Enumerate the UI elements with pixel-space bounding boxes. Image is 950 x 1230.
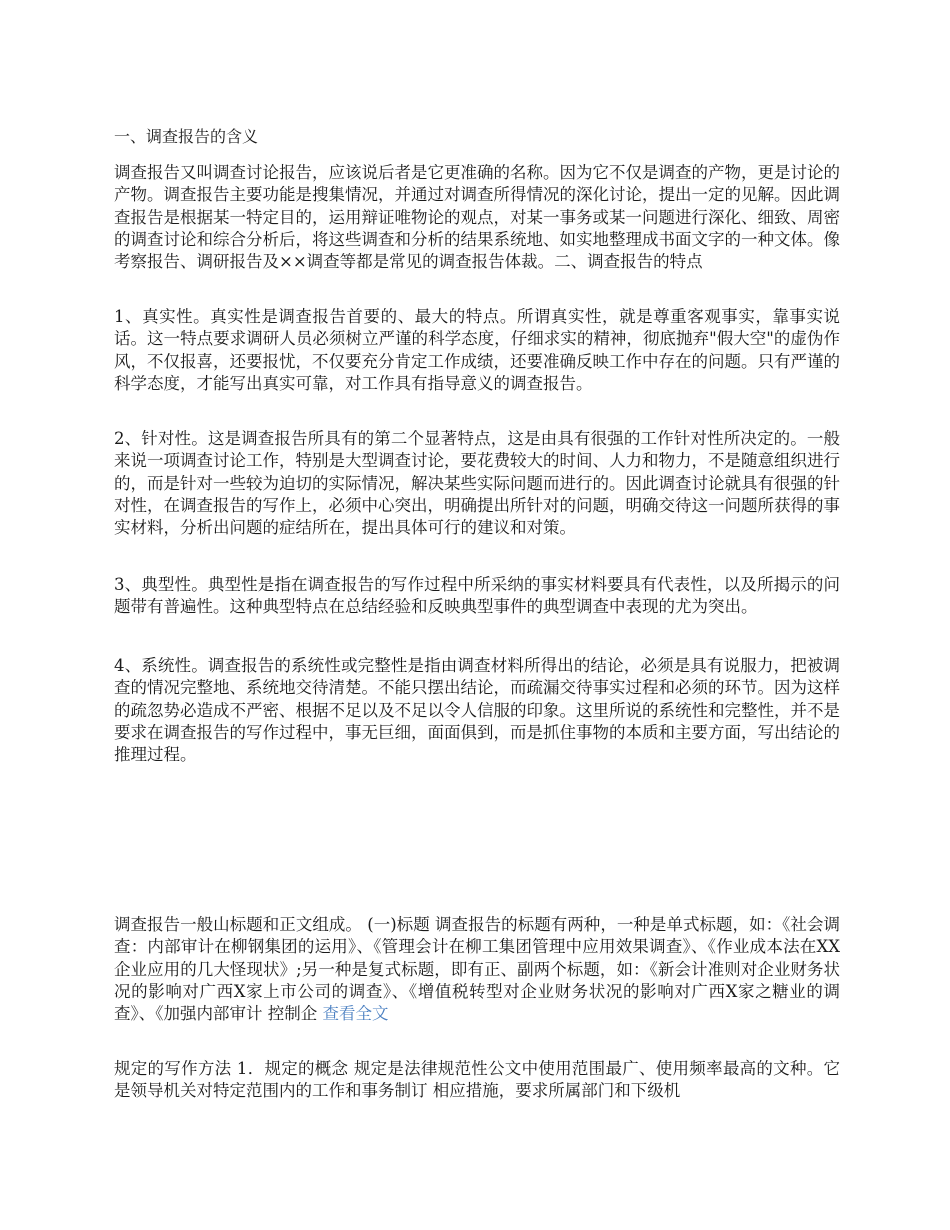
paragraph-typicality: 3、典型性。典型性是指在调查报告的写作过程中所采纳的事实材料要具有代表性，以及所揭示的问题带有普遍性。这种典型特点在总结经验和反映典型事件的典型调查中表现的尤为突出。 [114,575,840,617]
paragraph-pertinence: 2、针对性。这是调查报告所具有的第二个显著特点，这是由具有很强的工作针对性所决定的。一般来说一项调查讨论工作，特别是大型调查讨论，要花费较大的时间、人力和物力，不是随意组织进行的，而是针对一些较为迫切的实际情况，解决某些实际问题而进行的。因此调查讨论就具有很强的针对性，在调查报告的写作上，必须中心突出，明确提出所针对的问题，明确交待这一问题所获得的事实材料，分析出问题的症结所在，提出具体可行的建议和对策。 [114,429,840,538]
excerpt-report-structure [114,914,840,1025]
excerpt-report-structure-text: 调查报告一般山标题和正文组成。 (一)标题 调查报告的标题有两种，一种是单式标题，如：《社会调查：内部审计在柳钢集团的运用》、《管理会计在柳工集团管理中应用效果调查》、《作业成本法在XX企业应用的几大怪现状》;另一种是复式标题，即有正、副两个标题，如：《新会计准则对企业财务状况的影响对广西X家上市公司的调查》、《增值税转型对企业财务状况的影响对广西X家之糖业的调查》、《加强内部审计 控制企 [114,915,840,1024]
section-heading: 一、调查报告的含义 [114,127,259,146]
paragraph-systematicness: 4、系统性。调查报告的系统性或完整性是指由调查材料所得出的结论，必须是具有说服力，把被调查的情况完整地、系统地交待清楚。不能只摆出结论，而疏漏交待事实过程和必须的环节。因为这样的疏忽势必造成不严密、根据不足以及不足以令人信服的印象。这里所说的系统性和完整性，并不是要求在调查报告的写作过程中，事无巨细，面面俱到，而是抓住事物的本质和主要方面，写出结论的推理过程。 [114,656,840,765]
paragraph-authenticity: 1、真实性。真实性是调查报告首要的、最大的特点。所谓真实性，就是尊重客观事实，靠事实说话。这一特点要求调研人员必须树立严谨的科学态度，仔细求实的精神，彻底抛弃"假大空"的虚伪作风，不仅报喜，还要报忧，不仅要充分肯定工作成绩，还要准确反映工作中存在的问题。只有严谨的科学态度，才能写出真实可靠，对工作具有指导意义的调查报告。 [114,307,840,393]
excerpt-regulation-writing: 规定的写作方法 1．规定的概念 规定是法律规范性公文中使用范围最广、使用频率最高的文种。它是领导机关对特定范围内的工作和事务制订 相应措施，要求所属部门和下级机 [114,1059,840,1101]
read-more-link[interactable]: 查看全文 [322,1004,389,1024]
paragraph-definition: 调查报告又叫调查讨论报告，应该说后者是它更准确的名称。因为它不仅是调查的产物，更是讨论的产物。调查报告主要功能是搜集情况，并通过对调查所得情况的深化讨论，提出一定的见解。因此调查报告是根据某一特定目的，运用辩证唯物论的观点，对某一事务或某一问题进行深化、细致、周密的调查讨论和综合分析后，将这些调查和分析的结果系统地、如实地整理成书面文字的一种文体。像考察报告、调研报告及××调查等都是常见的调查报告体裁。二、调查报告的特点 [114,163,840,272]
